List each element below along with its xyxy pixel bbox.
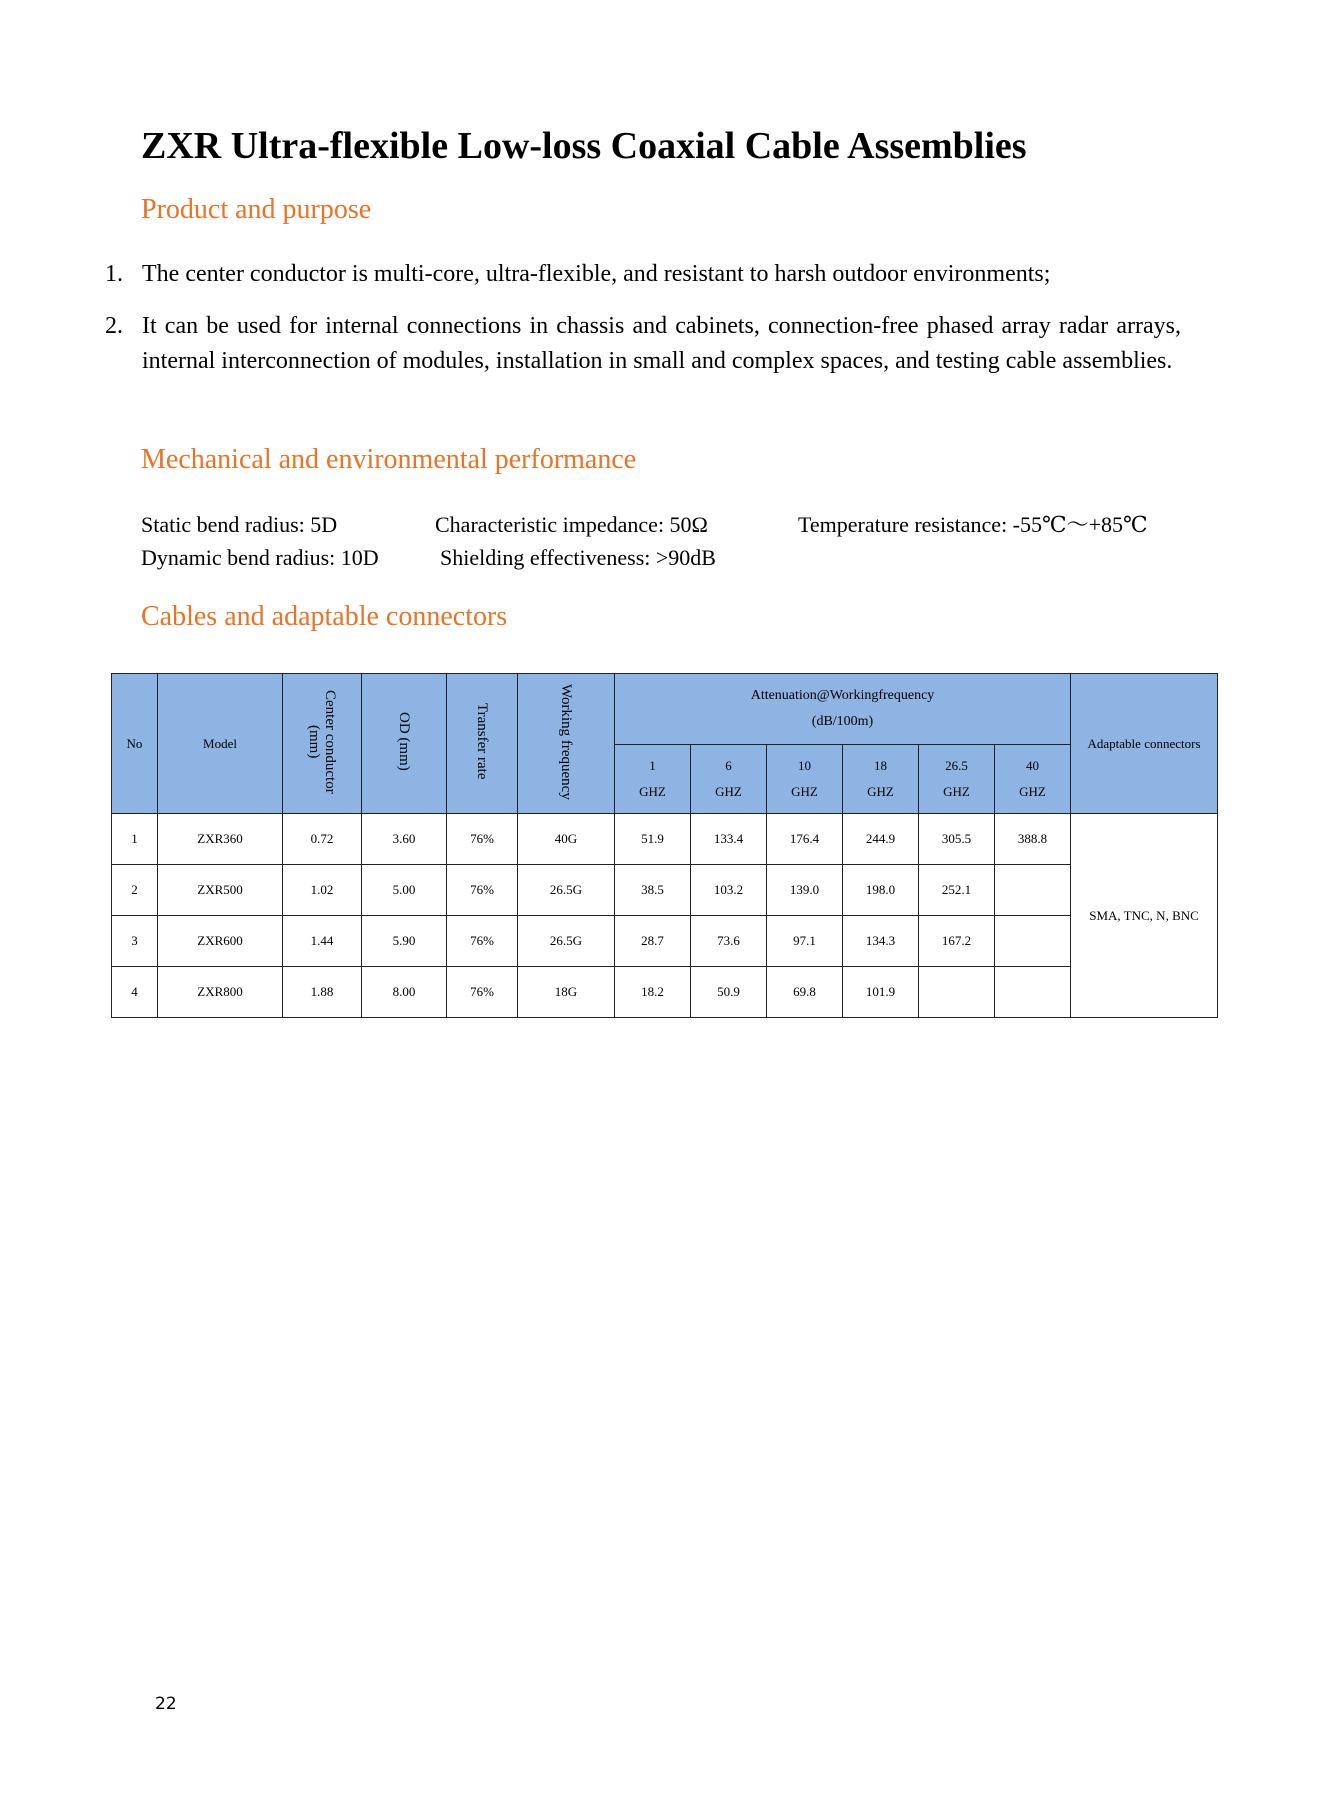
header-working-frequency [518,674,615,814]
cell-att: 198.0 [843,865,919,916]
freq-unit: GHZ [791,784,818,799]
cell-no: 3 [112,916,158,967]
header-no: No [112,674,158,814]
header-od [362,674,447,814]
spec-shielding: Shielding effectiveness: >90dB [440,545,716,570]
cell-center: 1.44 [283,916,362,967]
freq-value: 18 [874,758,887,773]
freq-header [995,745,1071,814]
freq-value: 1 [649,758,656,773]
purpose-list [98,257,1181,396]
freq-unit: GHZ [943,784,970,799]
section-heading-mechanical: Mechanical and environmental performance [141,444,637,475]
table-row [112,865,1218,916]
freq-unit: GHZ [867,784,894,799]
cell-rate: 76% [447,814,518,865]
page-title: ZXR Ultra-flexible Low-loss Coaxial Cable Assemblies [141,125,1027,167]
attenuation-unit: (dB/100m) [811,714,874,729]
cell-freq: 40G [518,814,615,865]
cell-att: 51.9 [615,814,691,865]
freq-unit: GHZ [715,784,742,799]
cell-att: 176.4 [767,814,843,865]
spec-impedance: Characteristic impedance: 50Ω [435,512,708,537]
cell-att: 38.5 [615,865,691,916]
cell-od: 3.60 [362,814,447,865]
cell-att: 101.9 [843,967,919,1018]
cell-model: ZXR360 [158,814,283,865]
list-item-number: 1. [105,261,123,287]
list-item-number: 2. [105,313,123,339]
cell-center: 1.02 [283,865,362,916]
cell-no: 1 [112,814,158,865]
table-row [112,967,1218,1018]
cell-att: 252.1 [919,865,995,916]
cell-att: 139.0 [767,865,843,916]
freq-value: 10 [798,758,811,773]
spec-static-bend: Static bend radius: 5D [141,512,338,537]
header-attenuation [615,674,1071,745]
cell-connectors: SMA, TNC, N, BNC [1071,814,1218,1018]
header-working-frequency-label: Working frequency [558,683,574,800]
freq-value: 40 [1026,758,1039,773]
freq-unit: GHZ [1019,784,1046,799]
cell-att: 28.7 [615,916,691,967]
cell-od: 8.00 [362,967,447,1018]
cell-model: ZXR600 [158,916,283,967]
list-item-text: The center conductor is multi-core, ultra-flexible, and resistant to harsh outdoor environments; [142,261,1051,287]
cell-no: 4 [112,967,158,1018]
cell-att: 69.8 [767,967,843,1018]
cell-att [995,967,1071,1018]
header-connectors: Adaptable connectors [1071,674,1218,814]
cell-att: 103.2 [691,865,767,916]
cell-no: 2 [112,865,158,916]
cell-freq: 26.5G [518,916,615,967]
cell-rate: 76% [447,916,518,967]
cell-od: 5.00 [362,865,447,916]
freq-header [691,745,767,814]
header-center-conductor [283,674,362,814]
freq-header [919,745,995,814]
cell-freq: 26.5G [518,865,615,916]
freq-value: 6 [725,758,732,773]
spec-dynamic-bend: Dynamic bend radius: 10D [141,545,379,570]
page-number: 22 [155,1694,177,1714]
cell-att: 97.1 [767,916,843,967]
cell-att: 18.2 [615,967,691,1018]
cell-att: 73.6 [691,916,767,967]
cell-model: ZXR800 [158,967,283,1018]
cell-att [919,967,995,1018]
freq-value: 26.5 [945,758,968,773]
cell-rate: 76% [447,967,518,1018]
header-transfer-rate-label: Transfer rate [474,703,490,780]
header-transfer-rate [447,674,518,814]
spec-temperature: Temperature resistance: -55℃～+85℃ [798,512,1148,537]
cell-od: 5.90 [362,916,447,967]
cell-center: 0.72 [283,814,362,865]
list-item [98,257,1181,292]
cell-att: 133.4 [691,814,767,865]
cell-att: 305.5 [919,814,995,865]
freq-header [767,745,843,814]
table-row [112,814,1218,865]
cell-att [995,865,1071,916]
cell-rate: 76% [447,865,518,916]
cell-att [995,916,1071,967]
cell-att: 244.9 [843,814,919,865]
cell-att: 388.8 [995,814,1071,865]
freq-header [843,745,919,814]
cable-table [111,673,1218,1018]
cell-center: 1.88 [283,967,362,1018]
cell-model: ZXR500 [158,865,283,916]
attenuation-title: Attenuation@Workingfrequency [750,688,935,703]
header-center-conductor-label: Center conductor (mm) [306,689,338,794]
cell-att: 134.3 [843,916,919,967]
freq-unit: GHZ [639,784,666,799]
section-heading-purpose: Product and purpose [141,194,372,225]
cell-att: 50.9 [691,967,767,1018]
header-od-label: OD (mm) [396,712,412,771]
section-heading-cables: Cables and adaptable connectors [141,601,508,632]
freq-header [615,745,691,814]
cell-freq: 18G [518,967,615,1018]
table-row [112,916,1218,967]
list-item [98,309,1181,379]
header-model: Model [158,674,283,814]
cell-att: 167.2 [919,916,995,967]
list-item-text: It can be used for internal connections in chassis and cabinets, connection-free phased array radar arrays, internal interconnection of modules, installation in small and complex spaces, and testing cable assemblies. [142,313,1181,374]
